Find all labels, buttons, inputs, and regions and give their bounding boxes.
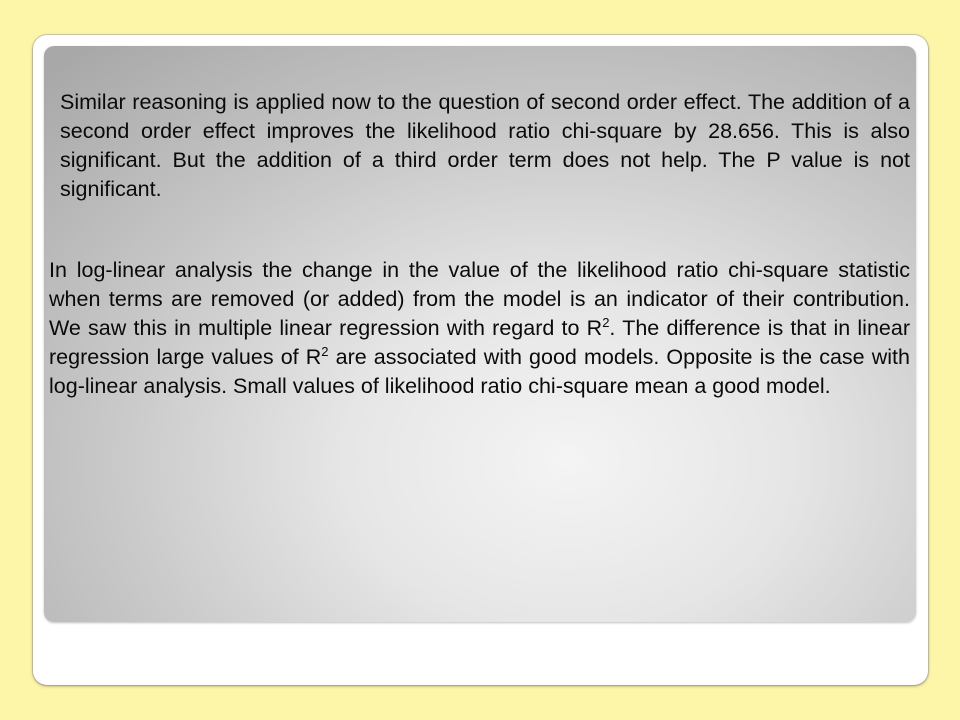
paragraph-2-text-part-2: . The difference is that in linear regression large values of R — [49, 316, 910, 369]
superscript-2: 2 — [602, 315, 610, 330]
paragraph-1-text: Similar reasoning is applied now to the question of second order effect. The addition of a second order effect improves the likelihood ratio chi-square by 28.656. This is also significant. But the addition of a third order term does not help. The P value is not significant. — [60, 90, 910, 201]
paragraph-second-order-effect — [60, 88, 910, 204]
paragraph-2-text-part-1: In log-linear analysis the change in the value of the likelihood ratio chi-square statistic when terms are removed (or added) from the model is an indicator of their contribution. We saw this in multiple linear regression with regard to R — [49, 258, 910, 340]
paragraph-log-linear-analysis — [49, 256, 910, 401]
superscript-2: 2 — [321, 344, 329, 359]
paragraph-2-text-part-3: are associated with good models. Opposite is the case with log-linear analysis. Small values of likelihood ratio chi-square mean a good model. — [49, 345, 910, 398]
